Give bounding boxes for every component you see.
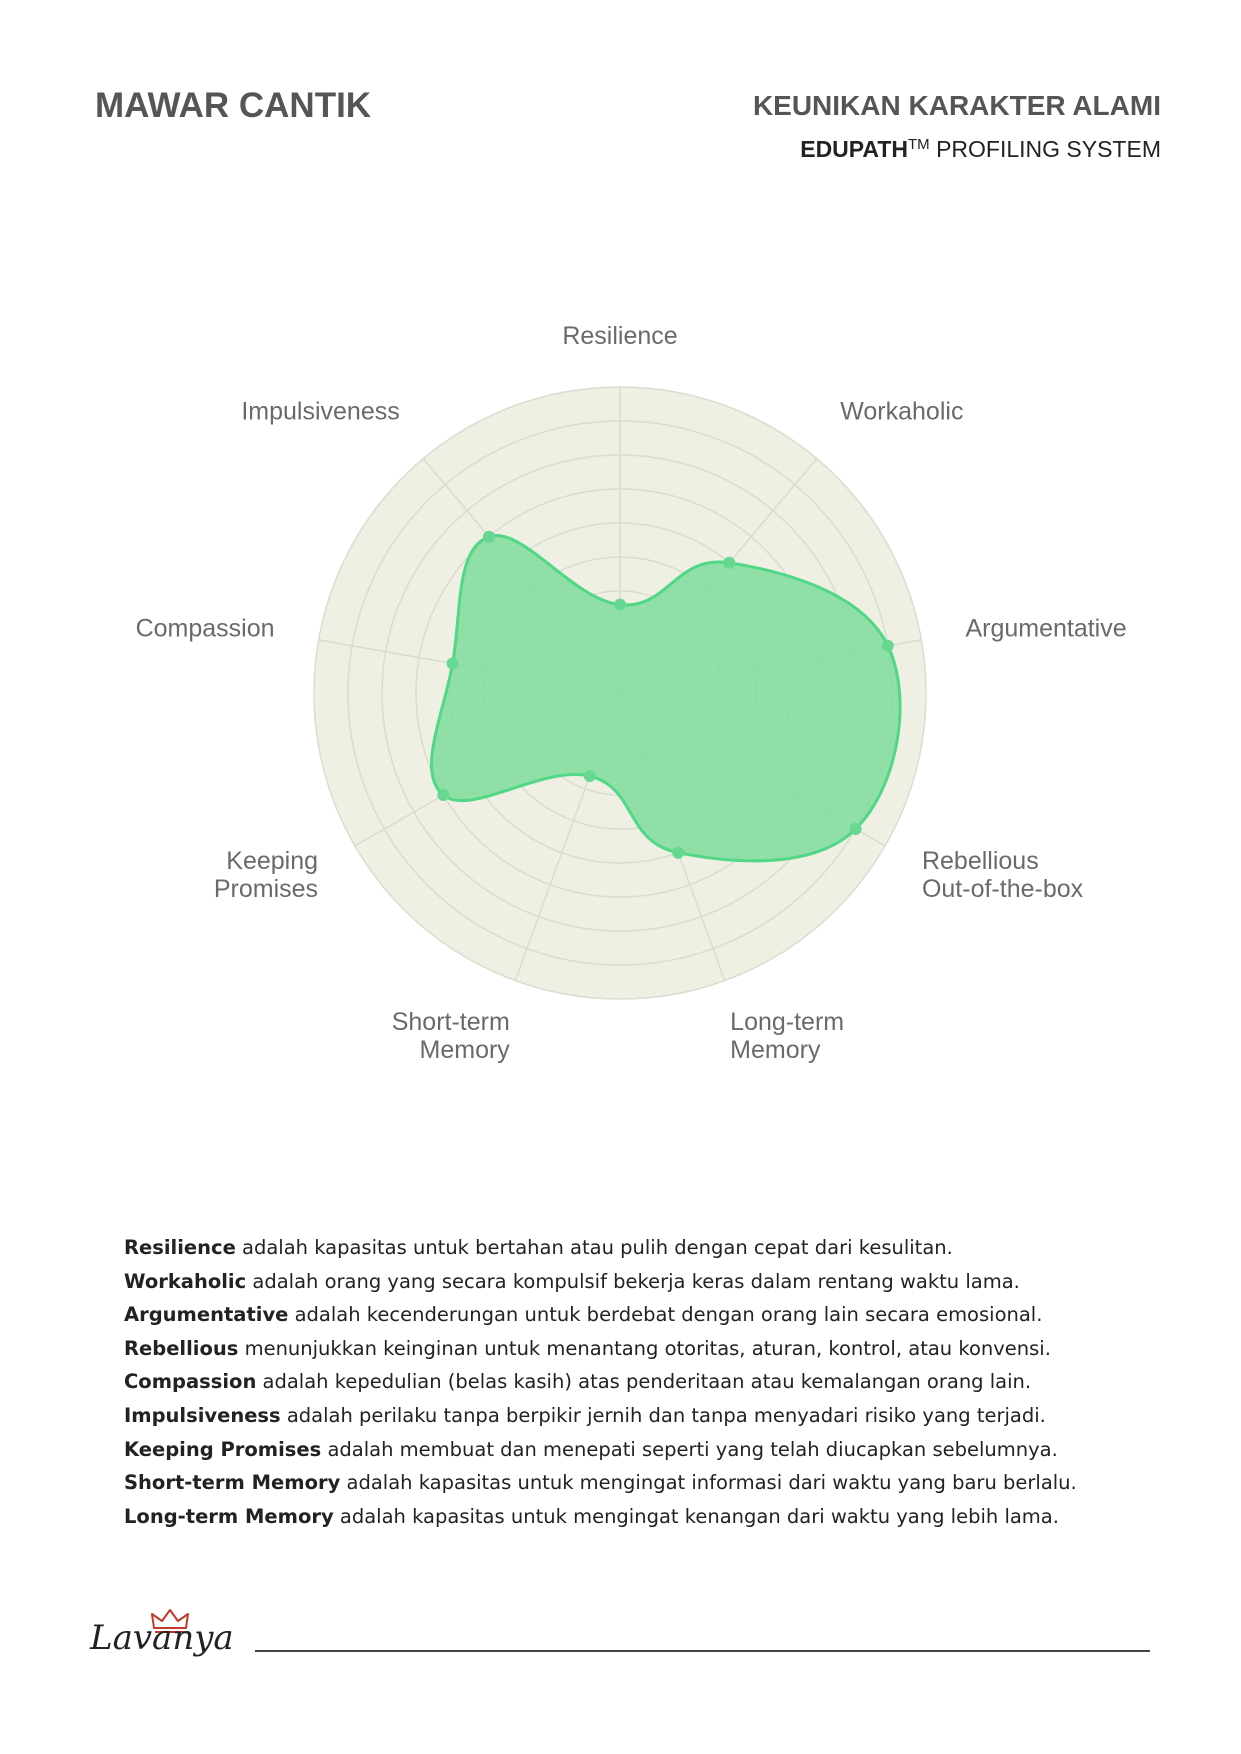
definition-term: Keeping Promises: [124, 1437, 322, 1461]
definition-term: Impulsiveness: [124, 1403, 281, 1427]
axis-label-line: Impulsiveness: [241, 397, 400, 426]
axis-label: [922, 847, 1084, 903]
definition-text: adalah kepedulian (belas kasih) atas penderitaan atau kemalangan orang lain.: [256, 1370, 1032, 1394]
definition-item: [124, 1265, 1164, 1299]
axis-label-line: Keeping: [226, 846, 319, 875]
data-point: [672, 847, 684, 859]
axis-label: [241, 397, 399, 425]
definition-text: adalah membuat dan menepati seperti yang telah diucapkan sebelumnya.: [321, 1437, 1058, 1461]
definition-term: Rebellious: [124, 1336, 239, 1360]
data-point: [723, 557, 735, 569]
definition-text: menunjukkan keinginan untuk menantang otoritas, aturan, kontrol, atau konvensi.: [238, 1336, 1051, 1360]
radar-chart: [0, 300, 1241, 1100]
report-subtitle: [753, 136, 1161, 163]
axis-label-line: Compassion: [135, 614, 275, 643]
definition-item: [124, 1298, 1164, 1332]
axis-label: [214, 847, 318, 903]
definition-term: Resilience: [124, 1236, 236, 1259]
data-point: [437, 789, 449, 801]
axis-label: [965, 614, 1126, 642]
data-point: [614, 599, 626, 611]
definition-text: adalah perilaku tanpa berpikir jernih dan tanpa menyadari risiko yang terjadi.: [280, 1403, 1046, 1427]
report-header: [753, 90, 1161, 163]
axis-label-line: Argumentative: [965, 614, 1127, 643]
axis-label-line: Memory: [730, 1035, 821, 1064]
footer-divider: [255, 1650, 1150, 1652]
definition-text: adalah kecenderungan untuk berdebat dengan orang lain secara emosional.: [288, 1303, 1043, 1327]
data-point: [584, 770, 596, 782]
trademark: TM: [908, 136, 930, 153]
system-name: PROFILING SYSTEM: [936, 136, 1161, 162]
data-point: [483, 531, 495, 543]
definition-text: adalah kapasitas untuk mengingat informasi dari waktu yang baru berlalu.: [340, 1471, 1077, 1495]
definition-item: [124, 1433, 1164, 1467]
data-point: [850, 823, 862, 835]
definition-item: [124, 1332, 1164, 1366]
axis-label-line: Rebellious: [921, 846, 1039, 875]
axis-label-line: Promises: [213, 874, 319, 903]
definition-item: [124, 1231, 1164, 1265]
definition-item: [124, 1466, 1164, 1500]
definition-item: [124, 1500, 1164, 1534]
definition-term: Workaholic: [124, 1269, 247, 1293]
definition-text: adalah kapasitas untuk bertahan atau pulih dengan cepat dari kesulitan.: [235, 1236, 953, 1259]
axis-label-line: Memory: [419, 1035, 510, 1064]
axis-label: [840, 397, 963, 425]
definition-term: Argumentative: [124, 1303, 289, 1327]
data-point: [447, 657, 459, 669]
axis-label: [392, 1008, 511, 1064]
definitions-list: [124, 1231, 1164, 1533]
axis-label: [730, 1008, 844, 1064]
definition-text: adalah kapasitas untuk mengingat kenangan dari waktu yang lebih lama.: [333, 1504, 1059, 1528]
brand-logo: Lavanya: [90, 1618, 234, 1658]
axis-label-line: Out-of-the-box: [921, 874, 1084, 903]
report-title: KEUNIKAN KARAKTER ALAMI: [752, 90, 1161, 121]
axis-label: [136, 614, 275, 642]
definition-term: Short-term Memory: [124, 1471, 341, 1495]
footer: [90, 1608, 1150, 1688]
axis-label-line: Short-term: [391, 1007, 510, 1036]
definition-term: Compassion: [124, 1370, 257, 1394]
data-point: [882, 640, 894, 652]
definition-term: Long-term Memory: [124, 1504, 334, 1528]
definition-item: [124, 1399, 1164, 1433]
definition-item: [124, 1365, 1164, 1399]
brand-name: EDUPATH: [800, 136, 908, 162]
axis-label-line: Resilience: [562, 321, 678, 350]
student-name: MAWAR CANTIK: [95, 86, 372, 125]
axis-label-line: Long-term: [730, 1007, 845, 1036]
axis-label-line: Workaholic: [840, 397, 964, 426]
axis-label: [562, 322, 677, 350]
definition-text: adalah orang yang secara kompulsif bekerja keras dalam rentang waktu lama.: [246, 1269, 1020, 1293]
